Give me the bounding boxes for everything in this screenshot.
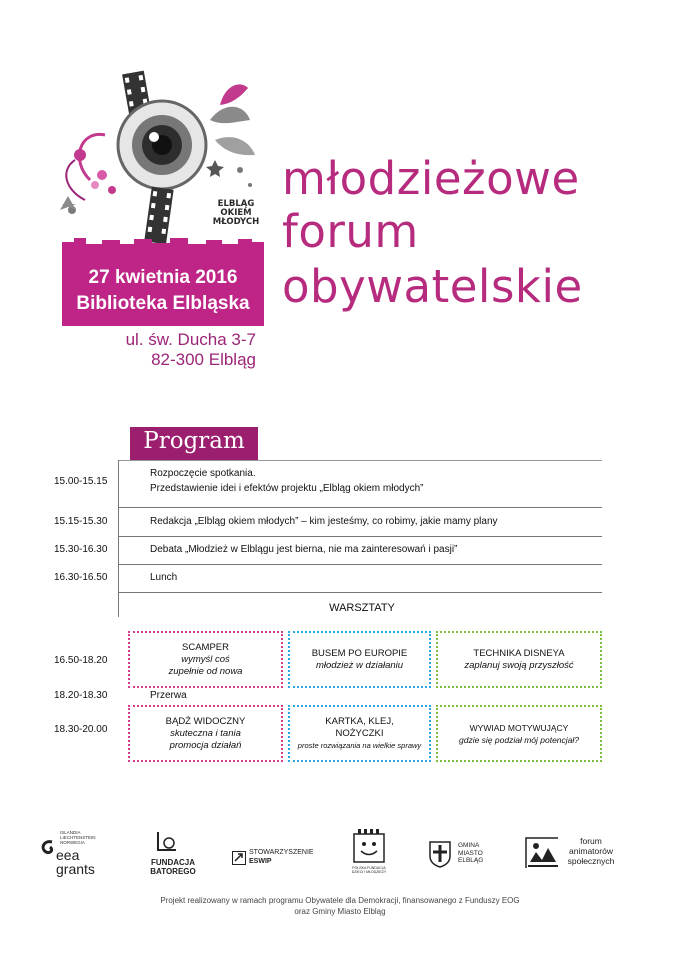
workshops-heading: WARSZTATY [329, 602, 395, 614]
fundacja-batorego-logo [142, 830, 204, 882]
logo-wordmark [196, 200, 276, 227]
workshop-subtitle: młodzież w działaniu [315, 659, 404, 671]
smiley-face-icon [350, 828, 388, 864]
logo-text-line: MŁODYCH [212, 217, 260, 227]
ptdm-wordmark: DZIECI I MŁODZIEŻY [351, 870, 387, 874]
batory-wordmark: BATOREGO [150, 867, 196, 876]
divider [118, 507, 602, 508]
forum-animatorow-logo [522, 832, 618, 878]
eswip-arrow-icon [232, 851, 246, 865]
eswip-wordmark: STOWARZYSZENIE [249, 849, 314, 856]
coat-of-arms-icon [428, 840, 452, 868]
workshop-title: WYWIAD MOTYWUJĄCY [469, 722, 569, 733]
workshop-card-disney [436, 631, 602, 688]
event-date: 27 kwietnia 2016 [88, 267, 238, 288]
event-address-street: ul. św. Ducha 3-7 [125, 330, 256, 349]
workshop-card-badz-widoczny [128, 705, 283, 762]
workshop-title: SCAMPER [182, 641, 229, 653]
title-line-1: młodzieżowe [282, 152, 580, 205]
workshop-title: KARTKA, KLEJ, [325, 715, 394, 727]
workshop-subtitle: wymyśl coś [181, 653, 230, 665]
eea-country: ISLANDIA [60, 830, 81, 835]
row-time: 15.15-15.30 [54, 516, 108, 527]
eea-country: NORWEGIA [60, 840, 85, 845]
workshop-subtitle: gdzie się podział mój potencjał? [458, 734, 580, 745]
timeline-rule [118, 460, 119, 617]
workshop-title: TECHNIKA DISNEYA [473, 647, 565, 659]
gmina-wordmark: GMINA [458, 842, 480, 849]
eea-grants-logo [38, 830, 114, 882]
row-text: Redakcja „Elbląg okiem młodych” – kim jesteśmy, co robimy, jakie mamy plany [150, 516, 498, 527]
batory-emblem-icon [156, 830, 178, 856]
row-text: Rozpoczęcie spotkania. [150, 468, 256, 479]
workshop-subtitle: skuteczna i tania [170, 727, 241, 739]
gmina-wordmark: ELBLĄG [458, 857, 484, 864]
workshop-title: BĄDŹ WIDOCZNY [165, 715, 246, 727]
eea-country: LIECHTENSTEIN [60, 835, 96, 840]
eswip-wordmark: ESWIP [249, 858, 272, 865]
fas-wordmark: społecznych [567, 856, 615, 866]
row-text: Lunch [150, 572, 178, 583]
eea-swirl-icon [38, 838, 58, 858]
break-time: 18.20-18.30 [54, 690, 108, 701]
row-text: Przedstawienie idei i efektów projektu „Elbląg okiem młodych” [150, 483, 424, 494]
workshop-card-wywiad [436, 705, 602, 762]
title-line-2: forum [282, 205, 419, 258]
workshop-card-busem [288, 631, 431, 688]
divider [118, 536, 602, 537]
workshop-title: BUSEM PO EUROPIE [311, 647, 408, 659]
workshop-subtitle: promocja działań [169, 739, 242, 751]
funding-note: Projekt realizowany w ramach programu Obywatele dla Demokracji, finansowanego z Funduszy EOG [160, 896, 520, 905]
eea-wordmark: grants [56, 861, 95, 877]
workshop-time: 18.30-20.00 [54, 724, 108, 735]
event-venue: Biblioteka Elbląska [76, 293, 250, 314]
divider [118, 564, 602, 565]
workshop-subtitle: zupełnie od nowa [168, 665, 243, 677]
batory-wordmark: FUNDACJA [151, 858, 195, 867]
workshop-card-kartka-klej [288, 705, 431, 762]
workshop-subtitle: zaplanuj swoją przyszłość [464, 659, 574, 671]
ptdm-logo [346, 828, 392, 880]
row-time: 16.30-16.50 [54, 572, 108, 583]
gmina-elblag-logo [428, 840, 498, 870]
funding-note: oraz Gminy Miasto Elbląg [294, 907, 386, 916]
workshop-title: NOŻYCZKI [335, 727, 384, 739]
row-time: 15.30-16.30 [54, 544, 108, 555]
title-line-3: obywatelskie [282, 260, 583, 313]
event-address-city: 82-300 Elbląg [151, 350, 256, 369]
fas-wordmark: forum [580, 836, 602, 846]
divider [118, 592, 602, 593]
row-time: 15.00-15.15 [54, 476, 108, 487]
ptdm-wordmark: POLSKA FUNDACJA [352, 866, 386, 870]
workshop-subtitle: proste rozwiązania na wielkie sprawy [297, 740, 422, 750]
row-text: Debata „Młodzież w Elblągu jest bierna, nie ma zainteresowań i pasji” [150, 544, 458, 555]
workshop-time: 16.50-18.20 [54, 655, 108, 666]
logo-text-line: ELBLĄG [217, 199, 255, 209]
eswip-logo [232, 848, 318, 870]
program-heading: Program [143, 428, 245, 454]
elblag-okiem-mlodych-logo [50, 60, 270, 250]
fas-wordmark: animatorów [569, 846, 613, 856]
break-label: Przerwa [150, 690, 187, 701]
divider [118, 460, 602, 461]
community-drawing-icon [522, 832, 562, 872]
logo-text-line: OKIEM [220, 208, 252, 218]
eea-wordmark: eea [56, 847, 80, 863]
workshop-card-scamper [128, 631, 283, 688]
gmina-wordmark: MIASTO [458, 849, 483, 857]
